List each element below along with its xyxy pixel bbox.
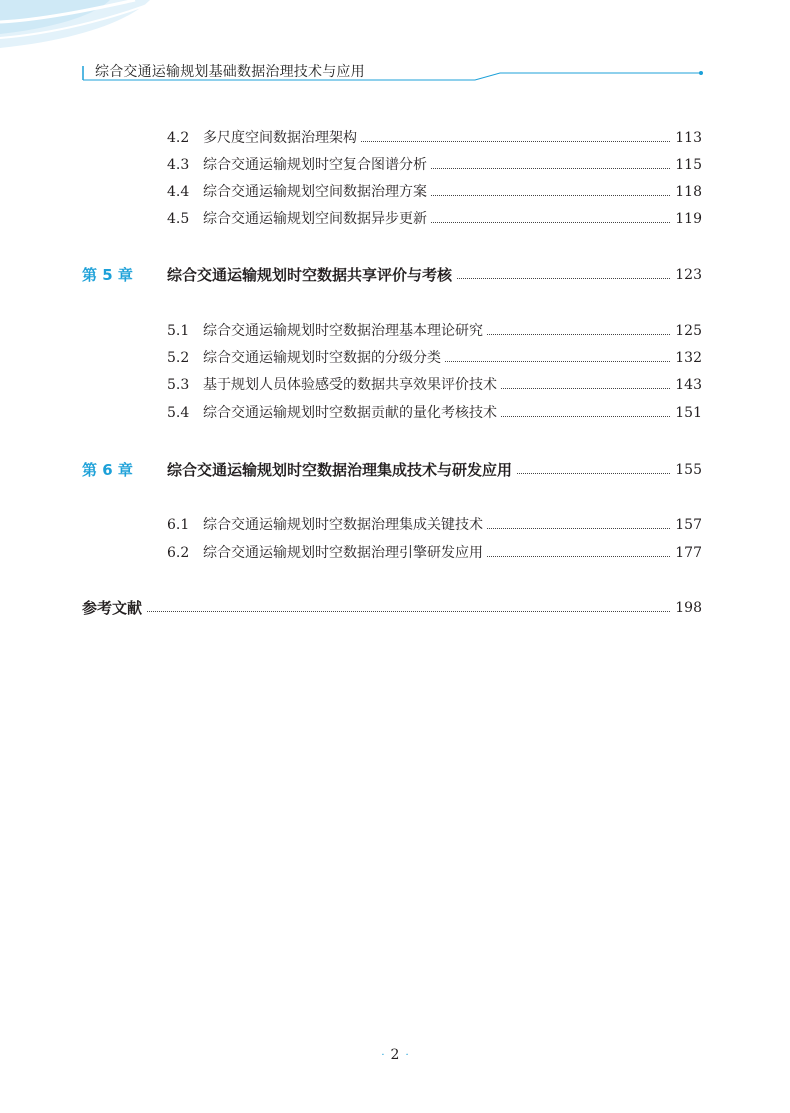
page-number: 151 — [671, 403, 702, 423]
section-number: 4.5 — [167, 211, 190, 227]
chapter-label: 第 5 章 — [82, 266, 133, 284]
page-number: 123 — [671, 265, 702, 285]
toc-entry-4-2[interactable] — [0, 128, 790, 148]
toc-entry-5-3[interactable] — [0, 375, 790, 395]
page-number: 177 — [671, 543, 702, 563]
chapter-label: 第 6 章 — [82, 461, 133, 479]
chapter-title: 综合交通运输规划时空数据治理集成技术与研发应用 — [167, 460, 516, 480]
toc-entry-6-1[interactable] — [0, 515, 790, 535]
section-number: 5.4 — [167, 405, 190, 421]
references-title: 参考文献 — [82, 598, 146, 618]
section-title: 综合交通运输规划空间数据治理方案 — [203, 182, 431, 202]
running-header-title: 综合交通运输规划基础数据治理技术与应用 — [95, 64, 365, 80]
page-number: 115 — [671, 155, 702, 175]
footer-page-number: 2 — [390, 1047, 400, 1063]
page-number: 125 — [671, 321, 702, 341]
page-number: 132 — [671, 348, 702, 368]
page-number: 113 — [671, 128, 702, 148]
section-number: 4.3 — [167, 157, 190, 173]
footer-dot-right: · — [405, 1049, 409, 1061]
section-title: 综合交通运输规划空间数据异步更新 — [203, 209, 431, 229]
page-number: 198 — [671, 598, 702, 618]
section-title: 多尺度空间数据治理架构 — [203, 128, 361, 148]
dot-leader — [82, 611, 680, 612]
chapter-title: 综合交通运输规划时空数据共享评价与考核 — [167, 265, 456, 285]
footer-dot-left: · — [381, 1049, 385, 1061]
section-title: 基于规划人员体验感受的数据共享效果评价技术 — [203, 375, 501, 395]
toc-entry-4-3[interactable] — [0, 155, 790, 175]
section-number: 4.2 — [167, 130, 190, 146]
toc-references[interactable] — [0, 598, 790, 618]
header-rule — [0, 0, 790, 110]
section-number: 5.1 — [167, 323, 190, 339]
page-number: 155 — [671, 460, 702, 480]
section-title: 综合交通运输规划时空数据贡献的量化考核技术 — [203, 403, 501, 423]
toc-chapter-6[interactable] — [0, 460, 790, 480]
page-number: 157 — [671, 515, 702, 535]
section-title: 综合交通运输规划时空数据治理集成关键技术 — [203, 515, 487, 535]
toc-entry-5-4[interactable] — [0, 403, 790, 423]
section-number: 5.3 — [167, 377, 190, 393]
toc-entry-5-1[interactable] — [0, 321, 790, 341]
section-title: 综合交通运输规划时空数据治理引擎研发应用 — [203, 543, 487, 563]
toc-entry-4-5[interactable] — [0, 209, 790, 229]
toc-entry-4-4[interactable] — [0, 182, 790, 202]
section-title: 综合交通运输规划时空复合图谱分析 — [203, 155, 431, 175]
toc-entry-6-2[interactable] — [0, 543, 790, 563]
toc-entry-5-2[interactable] — [0, 348, 790, 368]
section-title: 综合交通运输规划时空数据的分级分类 — [203, 348, 445, 368]
page-number: 143 — [671, 375, 702, 395]
page-number: 118 — [671, 182, 702, 202]
section-number: 5.2 — [167, 350, 190, 366]
toc-chapter-5[interactable] — [0, 265, 790, 285]
section-number: 6.1 — [167, 517, 190, 533]
page-footer — [0, 1047, 790, 1063]
section-number: 4.4 — [167, 184, 190, 200]
section-number: 6.2 — [167, 545, 190, 561]
section-title: 综合交通运输规划时空数据治理基本理论研究 — [203, 321, 487, 341]
page-number: 119 — [671, 209, 702, 229]
